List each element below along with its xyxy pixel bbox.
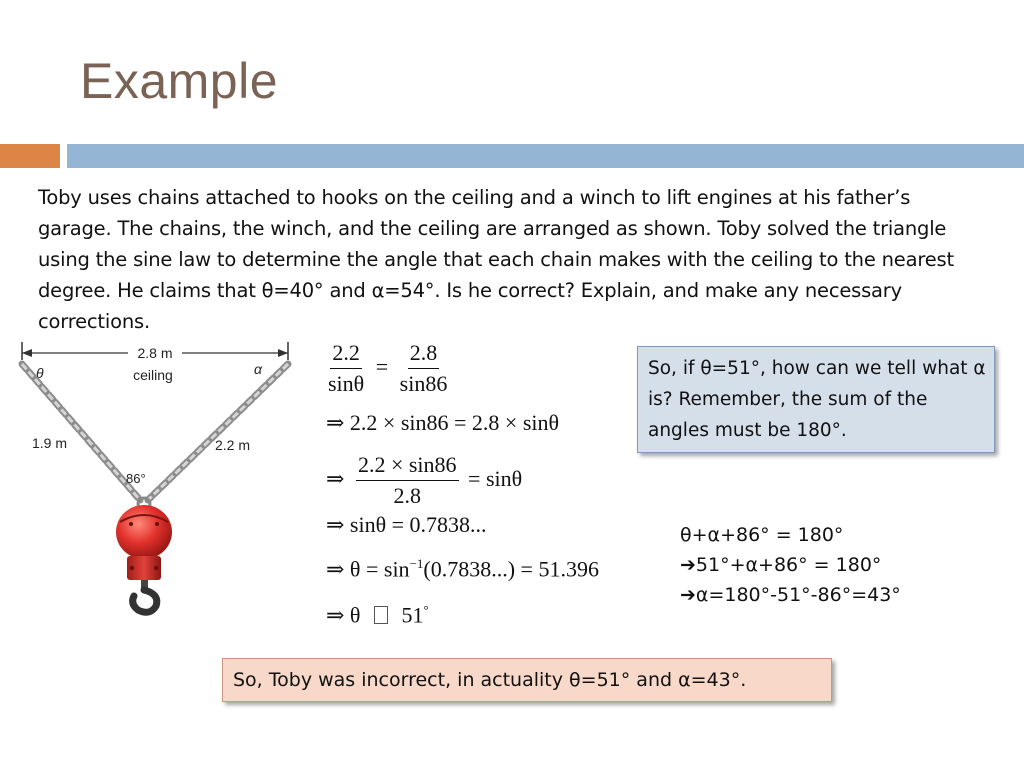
isolate-rhs: = sinθ [468, 465, 523, 491]
step-rounded [326, 602, 429, 628]
left-numerator: 2.2 [330, 340, 362, 369]
rounded-lhs: ⇒ θ [326, 602, 361, 628]
left-denominator: sinθ [328, 371, 365, 396]
inverse-pre: ⇒ θ = sin [326, 556, 410, 582]
angle-sum-line-2-text: 51°+α+86° = 180° [695, 554, 882, 576]
problem-text: Toby uses chains attached to hooks on the ceiling and a winch to lift engines at his father’s garage. The chains, the winch, and the ceiling are arranged as shown. Toby solved the triangle using the sine law to determine the angle that each chain makes with the ceiling to the nearest degree. He claims that θ=40° and α=54°. Is he correct? Explain, and make any necessary corrections. [38, 186, 954, 333]
right-numerator: 2.8 [408, 340, 440, 369]
bottom-angle-label: 86° [126, 471, 146, 486]
angle-sum-line-2 [680, 550, 901, 580]
theta-label: θ [36, 365, 44, 381]
step-cross-multiply: ⇒ 2.2 × sin86 = 2.8 × sinθ [326, 410, 560, 435]
angle-sum-block [680, 520, 901, 610]
missing-glyph-box [374, 606, 388, 624]
isolate-denominator: 2.8 [393, 483, 421, 508]
step-inverse-sin [326, 556, 599, 582]
left-chain-label: 1.9 m [32, 435, 68, 451]
conclusion-callout: So, Toby was incorrect, in actuality θ=51° and α=43°. [222, 658, 832, 702]
right-denominator: sin86 [399, 371, 448, 396]
winch-diagram [10, 338, 310, 623]
accent-bar-blue [67, 144, 1024, 168]
right-chain-label: 2.2 m [215, 437, 251, 453]
sine-law-setup [326, 340, 449, 397]
angle-sum-line-3-text: α=180°-51°-86°=43° [695, 584, 901, 606]
rounded-value: 51 [401, 602, 424, 628]
implies-arrow: ⇒ [326, 465, 345, 491]
arrow-icon: ➔ [680, 554, 696, 576]
equals-sign: = [375, 353, 389, 379]
step-sin-value: ⇒ sinθ = 0.7838... [326, 512, 487, 537]
step-isolate-sin [326, 452, 522, 509]
hint-callout: So, if θ=51°, how can we tell what α is? Remember, the sum of the angles must be 180°. [637, 346, 995, 453]
inverse-sup: −1 [409, 556, 424, 571]
isolate-numerator: 2.2 × sin86 [356, 452, 459, 481]
angle-sum-line-1: θ+α+86° = 180° [680, 524, 844, 546]
width-label: 2.8 m [137, 345, 173, 361]
rounded-degree: ° [423, 602, 429, 617]
angle-sum-line-3 [680, 580, 901, 610]
accent-bar-orange [0, 144, 60, 168]
slide-title: Example [80, 53, 279, 109]
alpha-label: α [254, 361, 262, 377]
ceiling-label: ceiling [133, 367, 173, 383]
arrow-icon: ➔ [680, 584, 696, 606]
inverse-post: (0.7838...) = 51.396 [423, 556, 599, 582]
